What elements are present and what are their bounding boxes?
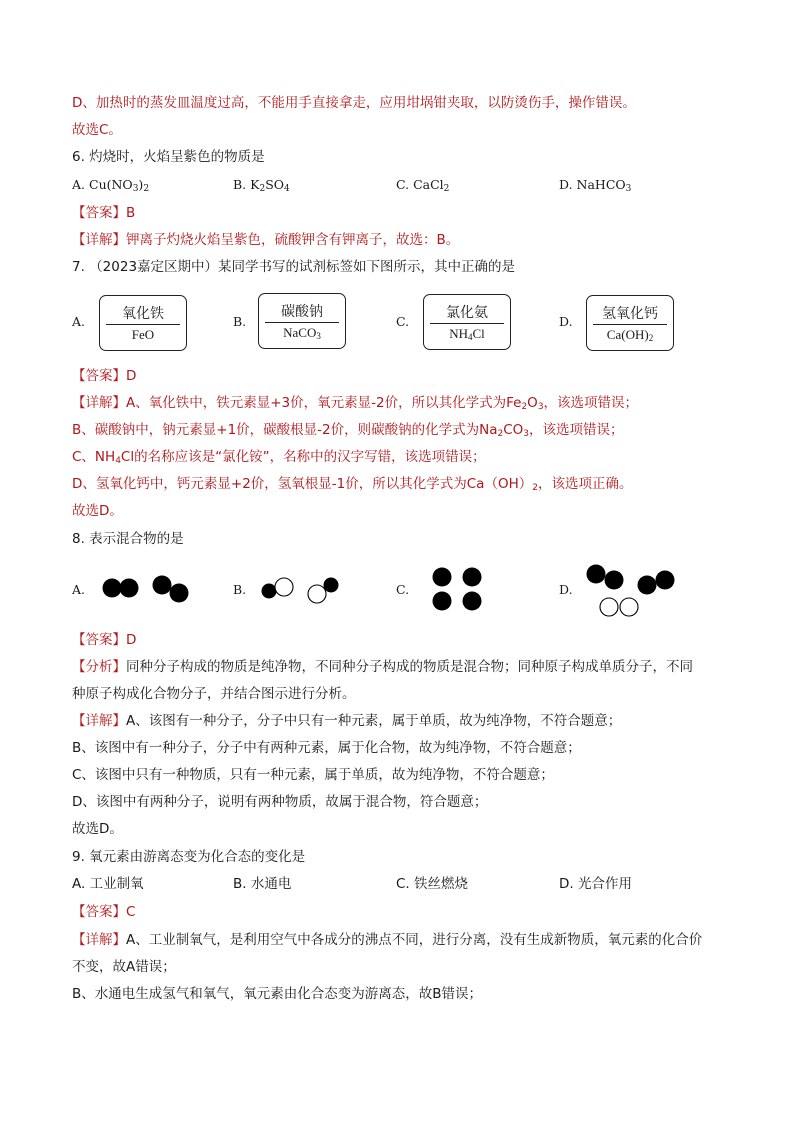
q7-answer: 【答案】D <box>72 368 137 384</box>
q7-detail-a: 【详解】A、氧化铁中，铁元素显+3价，氧元素显-2价，所以其化学式为$Fe_2O_3$，该选项错误； <box>72 395 639 412</box>
q7-stem: 7. （2023嘉定区期中）某同学书写的试剂标签如下图所示，其中正确的是 <box>72 259 516 275</box>
q9-detail-a-1: 【详解】A、工业制氧气，是利用空气中各成分的沸点不同，进行分离，没有生成新物质，氧元素的化合价 <box>72 932 703 948</box>
q9-option-a: A. 工业制氧 <box>72 876 144 892</box>
q9-detail-a-2: 不变，故A错误； <box>72 959 176 975</box>
prev-answer-line-d: D、加热时的蒸发皿温度过高，不能用手直接拿走，应用坩埚钳夹取，以防烫伤手，操作错误。 <box>72 95 636 111</box>
atom-black <box>103 579 122 598</box>
q6-stem: 6. 灼烧时，火焰呈紫色的物质是 <box>72 149 265 165</box>
atom-black <box>120 579 139 598</box>
q8-diagram-d <box>587 565 675 617</box>
q8-option-d-letter: D. <box>559 582 573 597</box>
q9-stem: 9. 氧元素由游离态变为化合态的变化是 <box>72 849 306 865</box>
q8-answer: 【答案】D <box>72 632 137 648</box>
q6-option-c: C. CaCl$_2$ <box>396 177 450 194</box>
atom-black <box>463 592 482 611</box>
q8-analysis-2: 种原子构成化合物分子，并结合图示进行分析。 <box>72 686 356 702</box>
q6-option-a: A. $Cu(NO_3)_2$ <box>72 177 150 194</box>
label-name: 碳酸钠 <box>281 304 323 320</box>
atom-white <box>275 578 293 596</box>
label-name: 氯化氨 <box>446 305 488 321</box>
atom-black <box>656 571 675 590</box>
atom-white <box>620 598 638 616</box>
atom-white <box>308 585 326 603</box>
atom-white <box>600 598 618 616</box>
q8-option-c-letter: C. <box>396 582 410 597</box>
q6-option-d: D. NaHCO$_3$ <box>559 177 632 194</box>
q6-answer: 【答案】B <box>72 205 136 221</box>
q8-option-b-letter: B. <box>233 582 247 597</box>
prev-choose-line: 故选C。 <box>72 122 122 138</box>
atom-black <box>262 584 277 599</box>
q7-label-a-letter: A. <box>72 314 86 329</box>
q8-detail-b: B、该图中有一种分子，分子中有两种元素，属于化合物，故为纯净物，不符合题意； <box>72 740 581 756</box>
q7-label-d-letter: D. <box>559 314 573 329</box>
q9-detail-b: B、水通电生成氢气和氧气，氧元素由化合态变为游离态，故B错误； <box>72 986 483 1002</box>
q7-detail-c: C、$NH_4Cl$的名称应该是“氯化铵”，名称中的汉字写错，该选项错误； <box>72 449 486 466</box>
atom-black <box>153 576 172 595</box>
q7-choose: 故选D。 <box>72 503 123 519</box>
q7-label-b-letter: B. <box>233 314 247 329</box>
q9-option-b: B. 水通电 <box>233 876 292 892</box>
label-name: 氧化铁 <box>122 306 164 322</box>
q7-label-c-letter: C. <box>396 314 410 329</box>
label-formula: $NH_4Cl$ <box>449 326 485 342</box>
q8-detail-a: 【详解】A、该图有一种分子，分子中只有一种元素，属于单质，故为纯净物，不符合题意； <box>72 713 622 729</box>
atom-black <box>433 592 452 611</box>
label-name: 氢氧化钙 <box>602 306 658 322</box>
q9-answer: 【答案】C <box>72 904 136 920</box>
atom-black <box>463 568 482 587</box>
q8-option-a-letter: A. <box>72 582 86 597</box>
atom-black <box>170 584 189 603</box>
q6-option-b: B. $K_2SO_4$ <box>233 177 290 194</box>
atom-black <box>587 565 606 584</box>
q8-diagram-b <box>262 578 339 604</box>
q9-option-c: C. 铁丝燃烧 <box>396 876 469 892</box>
atom-black <box>638 576 657 595</box>
q7-detail-d: D、氢氧化钙中，钙元素显+2价，氢氧根显-1价，所以其化学式为$Ca(OH)_2$，该选项正确。 <box>72 476 633 493</box>
q8-choose: 故选D。 <box>72 821 123 837</box>
q6-detail: 【详解】钾离子灼烧火焰呈紫色，硫酸钾含有钾离子，故选：B。 <box>72 232 460 248</box>
label-formula: NaCO$_3$ <box>283 325 321 341</box>
label-formula: FeO <box>131 327 155 342</box>
q8-detail-c: C、该图中只有一种物质，只有一种元素，属于单质，故为纯净物，不符合题意； <box>72 767 554 783</box>
q8-analysis-1: 【分析】同种分子构成的物质是纯净物，不同种分子构成的物质是混合物；同种原子构成单质分子，不同 <box>72 659 693 675</box>
atom-black <box>605 571 624 590</box>
atom-black <box>324 578 339 593</box>
q8-diagram-a <box>103 576 189 603</box>
q8-detail-d: D、该图中有两种分子，说明有两种物质，故属于混合物，符合题意； <box>72 794 488 810</box>
label-formula: $Ca(OH)_2$ <box>606 327 654 343</box>
atom-black <box>433 568 452 587</box>
q8-diagram-c <box>433 568 482 611</box>
q9-option-d: D. 光合作用 <box>559 876 632 892</box>
q7-detail-b: B、碳酸钠中，钠元素显+1价，碳酸根显-2价，则碳酸钠的化学式为$Na_2CO_3$，该选项错误； <box>72 422 624 439</box>
q8-stem: 8. 表示混合物的是 <box>72 531 184 547</box>
